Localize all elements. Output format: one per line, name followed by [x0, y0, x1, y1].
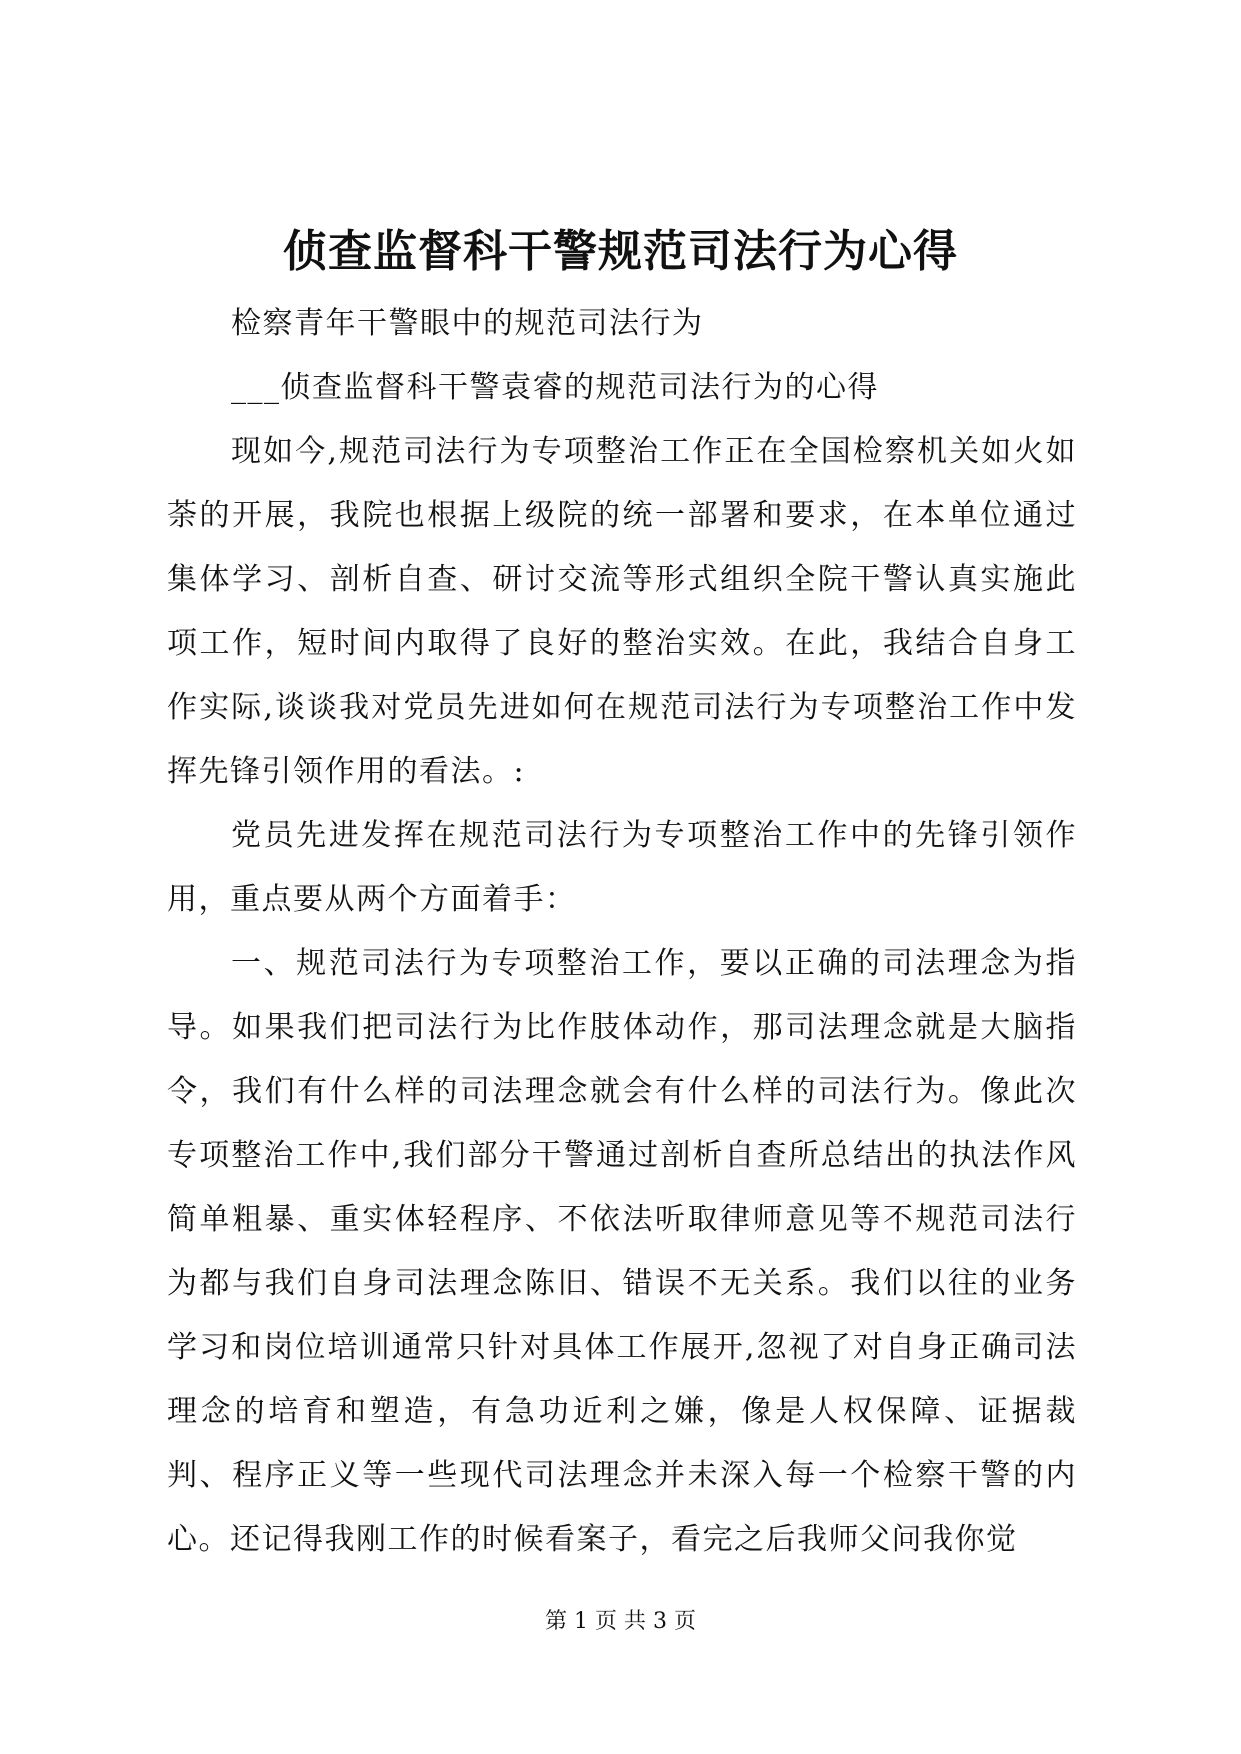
body-paragraph: 现如今,规范司法行为专项整治工作正在全国检察机关如火如荼的开展，我院也根据上级院的统一部署和要求，在本单位通过集体学习、剖析自查、研讨交流等形式组织全院干警认真实施此项工作，短时间内取得了良好的整治实效。在此，我结合自身工作实际,谈谈我对党员先进如何在规范司法行为专项整治工作中发挥先锋引领作用的看法。: — [167, 434, 1077, 789]
document-title: 侦查监督科干警规范司法行为心得 — [283, 226, 958, 277]
body-paragraph: 党员先进发挥在规范司法行为专项整治工作中的先锋引领作用，重点要从两个方面着手： — [167, 818, 1077, 917]
body-paragraph: 一、规范司法行为专项整治工作，要以正确的司法理念为指导。如果我们把司法行为比作肢体动作，那司法理念就是大脑指令，我们有什么样的司法理念就会有什么样的司法行为。像此次专项整治工作中,我们部分干警通过剖析自查所总结出的执法作风简单粗暴、重实体轻程序、不依法听取律师意见等不规范司法行为都与我们自身司法理念陈旧、错误不无关系。我们以往的业务学习和岗位培训通常只针对具体工作展开,忽视了对自身正确司法理念的培育和塑造，有急功近利之嫌，像是人权保障、证据裁判、程序正义等一些现代司法理念并未深入每一个检察干警的内心。还记得我刚工作的时候看案子，看完之后我师父问我你觉 — [167, 946, 1077, 1557]
document-body — [167, 292, 1077, 1572]
subtitle-line: 检察青年干警眼中的规范司法行为 — [231, 306, 704, 341]
author-line: ___侦查监督科干警袁睿的规范司法行为的心得 — [231, 370, 879, 405]
page-number: 第 1 页 共 3 页 — [545, 1609, 696, 1634]
